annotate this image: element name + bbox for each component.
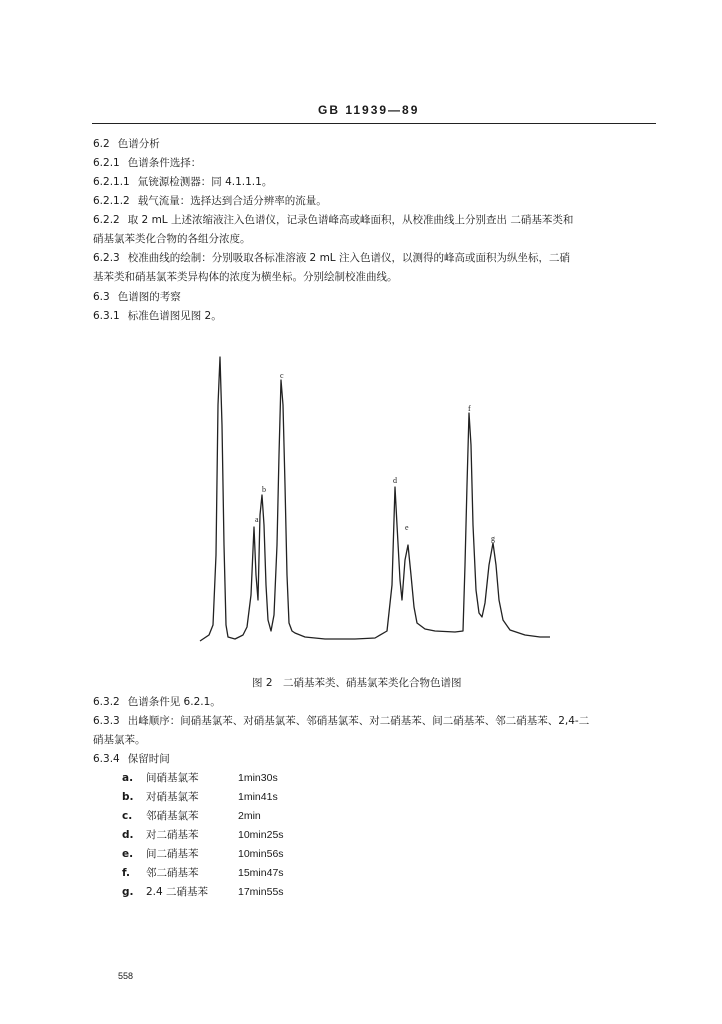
rt-time: 15min47s <box>238 867 284 879</box>
retention-time-row <box>122 809 261 823</box>
rt-time: 10min25s <box>238 829 284 841</box>
rt-time: 2min <box>238 810 261 822</box>
section-line <box>93 695 221 709</box>
section-text: 硝基氯苯类化合物的各组分浓度。 <box>93 233 251 245</box>
retention-time-row <box>122 828 284 842</box>
chromatogram-figure <box>195 345 555 650</box>
peak-label-g: g <box>491 534 495 543</box>
rt-letter: e. <box>122 848 134 860</box>
section-text: 出峰顺序：间硝基氯苯、对硝基氯苯、邻硝基氯苯、对二硝基苯、间二硝基苯、邻二硝基苯、2,4-二 <box>127 715 590 727</box>
section-text: 色谱条件见 6.2.1。 <box>127 696 221 708</box>
section-text: 氚铳源检测器：同 4.1.1.1。 <box>137 176 273 188</box>
page-number: 558 <box>118 971 134 981</box>
section-number: 6.3 <box>93 291 110 303</box>
section-line <box>93 213 573 227</box>
section-number: 6.3.1 <box>93 310 120 322</box>
peak-label-c: c <box>280 371 284 380</box>
rt-compound: 间二硝基苯 <box>146 848 199 860</box>
figure-caption: 图 2 二硝基苯类、硝基氯苯类化合物色谱图 <box>252 677 462 689</box>
rt-time: 10min56s <box>238 848 284 860</box>
retention-time-row <box>122 866 284 880</box>
section-text: 色谱分析 <box>117 138 160 150</box>
peak-label-e: e <box>405 523 409 532</box>
section-text: 取 2 mL 上述浓缩液注入色谱仪，记录色谱峰高或峰面积，从校准曲线上分别查出 二硝基苯类和 <box>127 214 574 226</box>
rt-compound: 邻硝基氯苯 <box>146 810 199 822</box>
section-line <box>93 714 589 728</box>
header-rule <box>92 123 656 124</box>
section-line <box>93 232 251 246</box>
rt-compound: 对二硝基苯 <box>146 829 199 841</box>
section-number: 6.2.1 <box>93 157 120 169</box>
chromatogram-trace <box>200 357 550 641</box>
section-line <box>93 137 160 151</box>
section-text: 校准曲线的绘制：分别吸取各标准溶液 2 mL 注入色谱仪，以测得的峰高或面积为纵坐标，二硝 <box>127 252 570 264</box>
rt-compound: 邻二硝基苯 <box>146 867 199 879</box>
section-number: 6.3.2 <box>93 696 120 708</box>
section-line <box>93 251 570 265</box>
section-text: 标准色谱图见图 2。 <box>127 310 222 322</box>
rt-time: 1min41s <box>238 791 278 803</box>
section-line <box>93 194 327 208</box>
section-line <box>93 175 272 189</box>
retention-time-row <box>122 847 284 861</box>
section-line <box>93 733 146 747</box>
section-number: 6.2 <box>93 138 110 150</box>
peak-label-d: d <box>393 476 397 485</box>
section-number: 6.3.3 <box>93 715 120 727</box>
retention-time-row <box>122 771 278 785</box>
rt-time: 1min30s <box>238 772 278 784</box>
section-text: 色谱条件选择： <box>127 157 202 169</box>
section-line <box>93 156 201 170</box>
peak-label-a: a <box>255 515 259 524</box>
section-number: 6.2.3 <box>93 252 120 264</box>
rt-letter: b. <box>122 791 134 803</box>
section-text: 硝基氯苯。 <box>93 734 146 746</box>
section-text: 色谱图的考察 <box>117 291 181 303</box>
rt-compound: 对硝基氯苯 <box>146 791 199 803</box>
rt-letter: a. <box>122 772 134 784</box>
peak-label-b: b <box>262 485 266 494</box>
section-line <box>93 290 181 304</box>
standard-header: GB 11939—89 <box>318 103 420 117</box>
rt-time: 17min55s <box>238 886 284 898</box>
peak-label-f: f <box>468 404 471 413</box>
retention-time-row <box>122 885 284 899</box>
section-text: 载气流量：选择达到合适分辨率的流量。 <box>137 195 327 207</box>
retention-time-row <box>122 790 278 804</box>
rt-letter: f. <box>122 867 130 879</box>
section-number: 6.2.2 <box>93 214 120 226</box>
section-text: 基苯类和硝基氯苯类异构体的浓度为横坐标。分别绘制校准曲线。 <box>93 271 398 283</box>
section-line <box>93 309 222 323</box>
section-number: 6.3.4 <box>93 753 120 765</box>
rt-compound: 2.4 二硝基苯 <box>146 886 209 898</box>
section-line <box>93 270 398 284</box>
section-line <box>93 752 170 766</box>
rt-letter: d. <box>122 829 134 841</box>
rt-compound: 间硝基氯苯 <box>146 772 199 784</box>
rt-letter: g. <box>122 886 134 898</box>
section-number: 6.2.1.1 <box>93 176 130 188</box>
section-text: 保留时间 <box>127 753 170 765</box>
rt-letter: c. <box>122 810 133 822</box>
section-number: 6.2.1.2 <box>93 195 130 207</box>
